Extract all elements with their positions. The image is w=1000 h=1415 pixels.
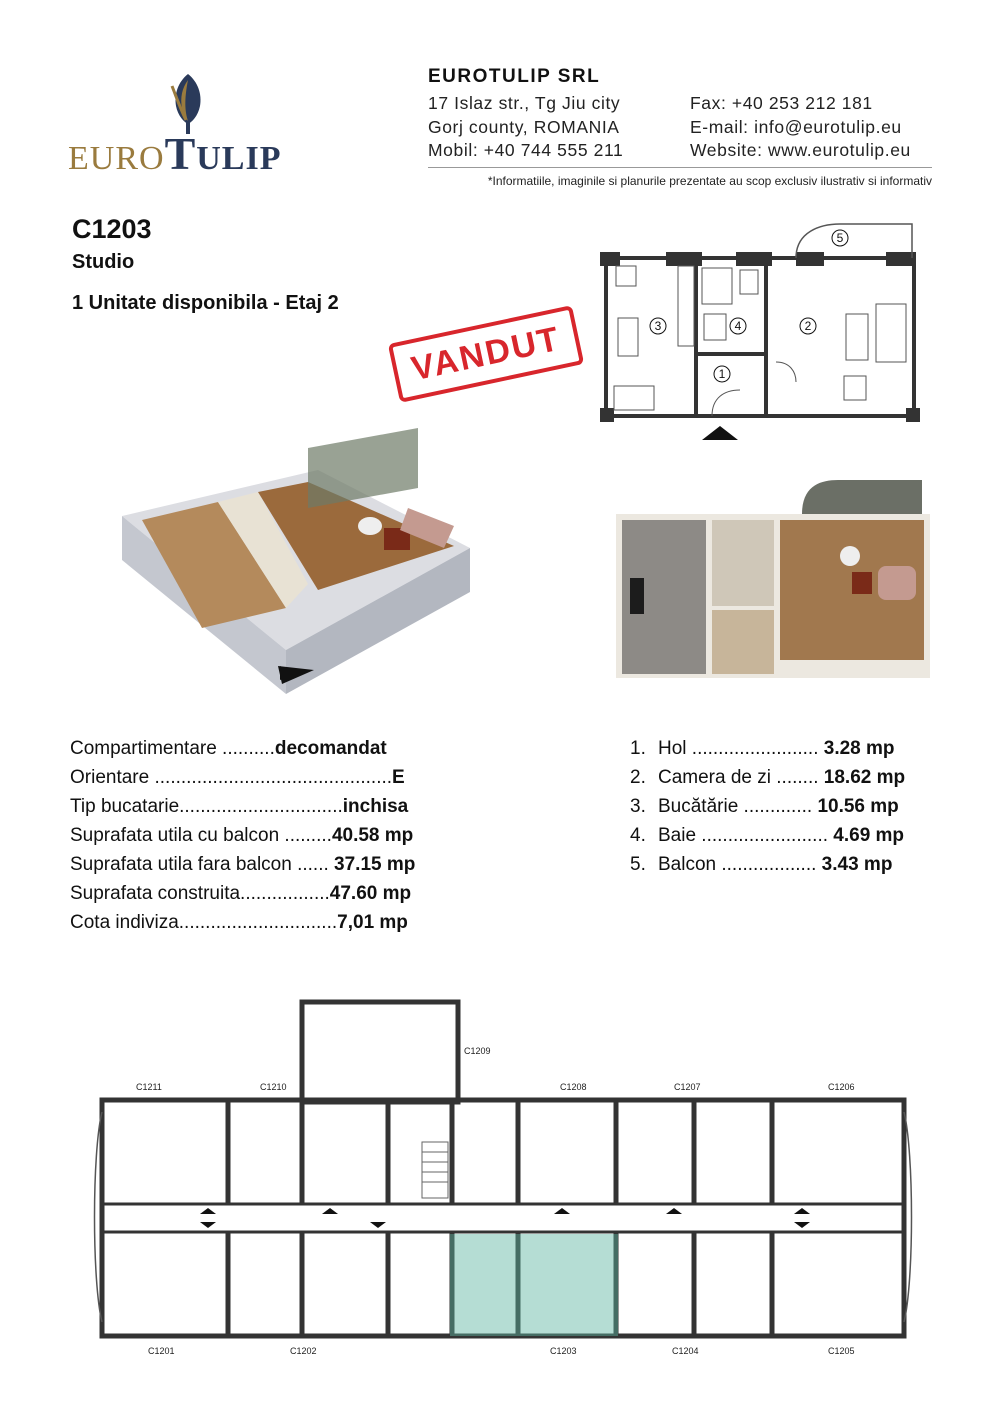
spec-suprafata-construita: Suprafata construita.................47.60 mp (70, 883, 412, 904)
eurotulip-logo (68, 72, 328, 179)
room-baie: 4. Baie ........................ 4.69 mp (630, 825, 905, 846)
tulip-logo-icon (168, 72, 208, 134)
unit-type: Studio (72, 251, 135, 273)
building-floor-plan (88, 992, 918, 1364)
label-c1207: C1207 (674, 1082, 701, 1092)
svg-text:3: 3 (654, 319, 662, 333)
highlight-c1203 (450, 1234, 618, 1336)
email[interactable]: E-mail: info@eurotulip.eu (690, 116, 902, 137)
company-info (428, 66, 933, 163)
label-c1208: C1208 (560, 1082, 587, 1092)
room-balcon: 5. Balcon .................. 3.43 mp (630, 854, 893, 875)
label-c1202: C1202 (290, 1346, 317, 1356)
company-name: EUROTULIP SRL (428, 66, 601, 87)
spec-suprafata-cu-balcon: Suprafata utila cu balcon .........40.58 mp (70, 825, 414, 846)
spec-suprafata-fara-balcon: Suprafata utila fara balcon ...... 37.15 mp (70, 854, 416, 875)
disclaimer: *Informatiile, imaginile si planurile prezentate au scop exclusiv ilustrativ si informativ (487, 174, 932, 188)
apartment-3d-render (118, 408, 490, 694)
label-c1211: C1211 (136, 1082, 162, 1092)
label-c1209: C1209 (464, 1046, 491, 1056)
unit-specifications (70, 738, 450, 941)
address-line-2: Gorj county, ROMANIA (428, 116, 620, 137)
unit-availability: 1 Unitate disponibila - Etaj 2 (72, 292, 339, 314)
svg-text:1: 1 (718, 367, 726, 381)
spec-cota-indiviza: Cota indiviza..............................7,01 mp (70, 912, 408, 933)
label-c1206: C1206 (828, 1082, 855, 1092)
sold-stamp (388, 305, 584, 403)
label-c1210: C1210 (260, 1082, 287, 1092)
spec-orientare: Orientare .............................................E (70, 767, 405, 788)
mobile: Mobil: +40 744 555 211 (428, 140, 624, 160)
svg-text:2: 2 (804, 319, 812, 333)
unit-code: C1203 (72, 214, 152, 244)
spec-tip-bucatarie: Tip bucatarie...............................inchisa (70, 796, 409, 817)
logo-wordmark: EUROTULIP (68, 128, 282, 179)
room-list (630, 738, 940, 883)
fax: Fax: +40 253 212 181 (690, 93, 873, 113)
svg-text:5: 5 (836, 231, 844, 245)
stamp-text: VANDUT (408, 319, 564, 388)
room-bucatarie: 3. Bucătărie ............. 10.56 mp (630, 796, 899, 817)
label-c1205: C1205 (828, 1346, 855, 1356)
website[interactable]: Website: www.eurotulip.eu (690, 140, 911, 160)
address-line-1: 17 Islaz str., Tg Jiu city (428, 93, 621, 113)
room-camera-de-zi: 2. Camera de zi ........ 18.62 mp (630, 767, 906, 788)
label-c1203: C1203 (550, 1346, 577, 1356)
floor-plan-2d (600, 222, 930, 444)
svg-text:4: 4 (734, 319, 742, 333)
header-divider (428, 167, 932, 168)
label-c1204: C1204 (672, 1346, 699, 1356)
label-c1201: C1201 (148, 1346, 175, 1356)
apartment-top-view (616, 478, 930, 680)
spec-compartimentare: Compartimentare ..........decomandat (70, 738, 387, 759)
room-hol: 1. Hol ........................ 3.28 mp (630, 738, 895, 759)
